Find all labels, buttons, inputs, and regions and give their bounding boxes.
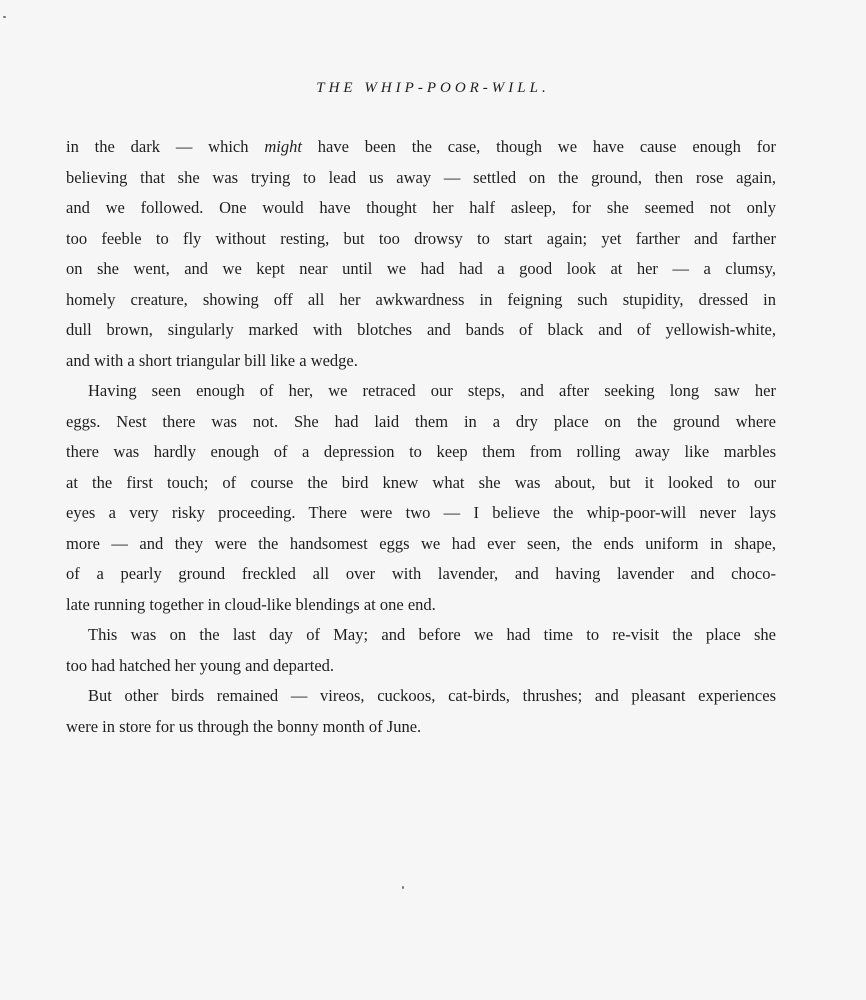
- text-line: too feeble to fly without resting, but too drowsy to start again; yet farther and farther: [66, 228, 776, 248]
- text-line: in the dark — which might have been the case, though we have cause enough for: [66, 137, 776, 156]
- paragraph-2: [66, 376, 776, 620]
- text-line: were in store for us through the bonny month of June.: [66, 716, 422, 736]
- body-text: [66, 132, 776, 742]
- text-line: there was hardly enough of a depression to keep them from rolling away like marbles: [66, 442, 776, 461]
- text-line: late running together in cloud-like blendings at one end.: [66, 594, 436, 614]
- text-line: too had hatched her young and departed.: [66, 655, 335, 675]
- paragraph-1: [66, 132, 776, 376]
- paper-speck: [402, 886, 404, 889]
- text-line: eggs. Nest there was not. She had laid them in a dry place on the ground where: [66, 411, 776, 431]
- text-line: But other birds remained — vireos, cuckoos, cat-birds, thrushes; and pleasant experiences: [88, 686, 776, 705]
- paragraph-4: [66, 681, 776, 742]
- text-line: dull brown, singularly marked with blotches and bands of black and of yellowish-white,: [66, 320, 776, 339]
- text-line: believing that she was trying to lead us away — settled on the ground, then rose again,: [66, 167, 776, 187]
- text-line: Having seen enough of her, we retraced our steps, and after seeking long saw her: [88, 381, 776, 400]
- paper-speck: [3, 16, 6, 18]
- text-line: of a pearly ground freckled all over with lavender, and having lavender and choco-: [66, 564, 776, 583]
- text-line: eyes a very risky proceeding. There were two — I believe the whip-poor-will never lays: [66, 503, 776, 522]
- paragraph-3: [66, 620, 776, 681]
- text-line: on she went, and we kept near until we had had a good look at her — a clumsy,: [66, 259, 776, 278]
- text-line: and with a short triangular bill like a wedge.: [66, 350, 358, 370]
- text-line: and we followed. One would have thought her half asleep, for she seemed not only: [66, 198, 776, 217]
- text-line: more — and they were the handsomest eggs we had ever seen, the ends uniform in shape,: [66, 533, 776, 553]
- text-line: This was on the last day of May; and before we had time to re-visit the place she: [88, 625, 776, 644]
- text-line: at the first touch; of course the bird knew what she was about, but it looked to our: [66, 472, 776, 492]
- running-head: THE WHIP-POOR-WILL.: [316, 80, 550, 96]
- emphasis-might: might: [264, 137, 302, 156]
- text-line: homely creature, showing off all her awkwardness in feigning such stupidity, dressed in: [66, 289, 776, 309]
